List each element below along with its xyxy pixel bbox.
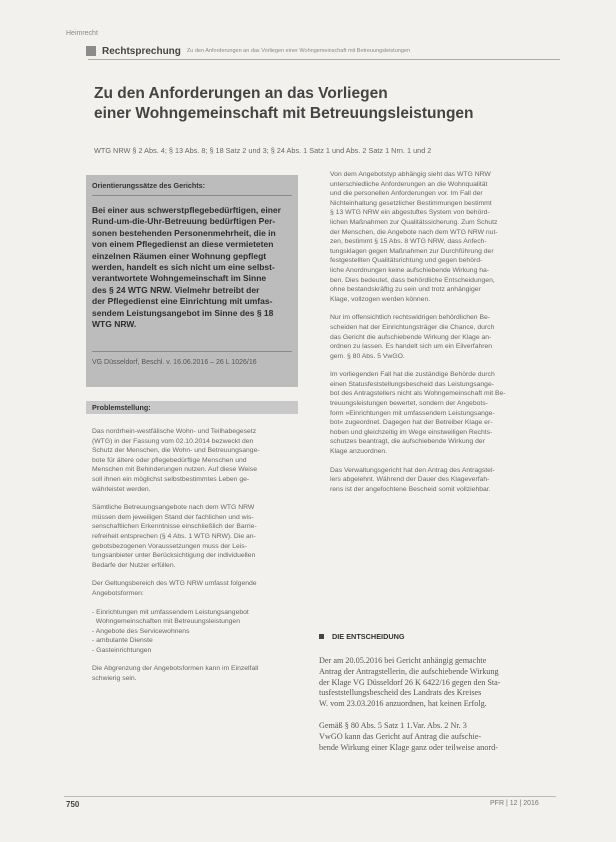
guidelines-line: der Pflegedienst eine Einrichtung mit umfas- <box>92 296 273 307</box>
text-line: unterschiedliche Anforderungen an die Wohnqualität <box>330 180 488 188</box>
text-line: VwGO kann das Gericht auf Antrag die aufschie- <box>319 731 482 741</box>
paragraph <box>319 721 551 753</box>
text-line: (WTG) in der Fassung vom 02.10.2014 bezweckt den <box>92 437 254 445</box>
left-column <box>92 427 298 693</box>
text-line: tungsanbieter unter Berücksichtigung der individuellen <box>92 552 256 560</box>
page-number: 750 <box>66 800 80 809</box>
text-line: Gemäß § 80 Abs. 5 Satz 1 1.Var. Abs. 2 Nr. 3 <box>319 720 467 730</box>
guidelines-line: werden, handelt es sich nicht um eine selbst- <box>92 262 275 273</box>
text-line: tusfeststellungsbescheid des Landrats des Kreises <box>319 688 482 698</box>
text-line: Klage, vollzogen werden können. <box>330 295 431 303</box>
list-item: - Angebote des Servicewohnens <box>92 627 190 635</box>
text-line: Der Geltungsbereich des WTG NRW umfasst folgende <box>92 580 257 588</box>
guidelines-text <box>92 205 292 330</box>
guidelines-line: Bei einer aus schwerstpflegebedürftigen, einer <box>92 205 281 215</box>
text-line: Schutz der Menschen, die Wohn- und Betreuungsange- <box>92 447 260 455</box>
text-line: Im vorliegenden Fall hat die zuständige Behörde durch <box>330 371 495 379</box>
text-line: zen, bestimmt § 15 Abs. 8 WTG NRW, dass Anfech- <box>330 238 487 246</box>
text-line: das Gericht die aufschiebende Wirkung der Klage an- <box>330 333 492 341</box>
text-line: scheiden hat der Einrichtungsträger die Chance, durch <box>330 323 495 331</box>
guidelines-line: von einem Pflegedienst an diese vermieteten <box>92 239 274 250</box>
text-line: schwierig sein. <box>92 675 137 683</box>
decision-heading-text: DIE ENTSCHEIDUNG <box>332 632 405 641</box>
text-line: bot« zugeordnet. Dagegen hat der Betreiber Klage er- <box>330 419 493 427</box>
text-line: bot des Antragstellers nicht als Wohngemeinschaft mit Be- <box>330 390 506 398</box>
list-item: Wohngemeinschaften mit Betreuungsleistungen <box>92 618 240 626</box>
guidelines-box <box>86 175 298 387</box>
text-line: Das Verwaltungsgericht hat den Antrag des Antragstel- <box>330 466 495 474</box>
section-label: Heimrecht <box>66 30 98 37</box>
rubric-bar <box>86 44 556 58</box>
court-citation: VG Düsseldorf, Beschl. v. 16.06.2016 – 26 L 1026/16 <box>92 359 257 366</box>
guidelines-line: Rund-um-die-Uhr-Betreuung bedürftigen Per- <box>92 216 276 227</box>
right-column <box>330 170 548 503</box>
text-line: Das nordrhein-westfälische Wohn- und Teilhabegesetz <box>92 428 257 435</box>
text-line: der Klage VG Düsseldorf 26 K 6422/16 gegen den Sta- <box>319 677 501 687</box>
text-line: bende Wirkung einer Klage ganz oder teilweise anord- <box>319 742 498 752</box>
guidelines-divider <box>92 351 292 352</box>
text-line: Bedarfe der Nutzer erfüllen. <box>92 561 176 569</box>
square-bullet-icon <box>319 634 324 639</box>
article-title-line: Zu den Anforderungen an das Vorliegen <box>94 85 388 102</box>
text-line: refreiheit entsprechen (§ 4 Abs. 1 WTG NRW). Die an- <box>92 532 256 540</box>
decision-text <box>319 656 551 764</box>
text-line: tungsklagen gegen Maßnahmen zur Durchführung der <box>330 247 494 255</box>
article-title <box>94 84 554 124</box>
paragraph <box>92 503 298 570</box>
text-line: festgestellten Qualitätsrichtung und gegen behörd- <box>330 257 483 265</box>
paragraph <box>92 579 298 598</box>
norm-references: WTG NRW § 2 Abs. 4; § 13 Abs. 8; § 18 Satz 2 und 3; § 24 Abs. 1 Satz 1 und Abs. 2 Satz 1 Nrn. 1 und 2 <box>94 146 432 155</box>
text-line: form »Einrichtungen mit umfassendem Leistungsange- <box>330 409 495 417</box>
text-line: lichen Maßnahmen zur Qualitätssicherung. Zum Schutz <box>330 218 498 226</box>
text-line: treuungsleistungen bewertet, sondern der Angebots- <box>330 400 488 408</box>
text-line: lers abgelehnt. Während der Dauer des Klageverfah- <box>330 476 490 484</box>
paragraph <box>92 427 298 494</box>
guidelines-line: sendem Leistungsangebot im Sinne des § 18 <box>92 307 274 318</box>
paragraph <box>319 656 551 710</box>
journal-reference: PFR | 12 | 2016 <box>490 800 539 807</box>
problem-heading-box <box>86 401 298 414</box>
text-line: ben. Dies bedeutet, dass behördliche Entscheidungen, <box>330 276 495 284</box>
guidelines-heading: Orientierungssätze des Gerichts: <box>92 181 206 190</box>
text-line: müssen dem jeweiligen Stand der fachlichen und wis- <box>92 513 254 521</box>
text-line: Nur im offensichtlich rechtswidrigen behördlichen Be- <box>330 314 491 322</box>
text-line: W. vom 23.03.2016 anzuordnen, hat keinen Erfolg. <box>319 699 487 709</box>
text-line: und die personellen Anforderungen vor. Im Fall der <box>330 190 483 198</box>
text-line: der Menschen, die Angebote nach dem WTG NRW nut- <box>330 228 498 236</box>
guidelines-line: einzelnen Räumen einer Wohnung gepflegt <box>92 250 267 261</box>
rubric-title: Rechtsprechung <box>102 45 181 57</box>
text-line: schutzes beantragt, die aufschiebende Wirkung der <box>330 438 485 446</box>
guidelines-line: verantwortete Wohngemeinschaft im Sinne <box>92 273 267 284</box>
text-line: Menschen mit Behinderungen nutzen. Auf diese Weise <box>92 466 257 474</box>
text-line: ohne bestandskräftig zu sein und trotz anhängiger <box>330 286 481 294</box>
rubric-divider <box>88 59 560 60</box>
text-line: bote für ältere oder pflegebedürftige Menschen und <box>92 456 247 464</box>
text-line: liche Anordnungen keine aufschiebende Wirkung ha- <box>330 266 490 274</box>
text-line: senschaftlichen Erkenntnisse einschließlich der Barrie- <box>92 523 257 531</box>
paragraph <box>330 313 548 361</box>
text-line: hoben und gleichzeitig im Wege einstweiligen Rechts- <box>330 428 493 436</box>
paragraph <box>92 664 298 683</box>
bullet-list <box>92 608 298 656</box>
text-line: einen Statusfeststellungsbescheid das Leistungsange- <box>330 380 494 388</box>
rubric-subtitle: Zu den Anforderungen an das Vorliegen einer Wohngemeinschaft mit Betreuungsleistungen <box>186 48 411 54</box>
paragraph <box>330 370 548 456</box>
guidelines-line: des § 24 WTG NRW. Vielmehr betreibt der <box>92 284 260 295</box>
text-line: ordnen zu lassen. Es handelt sich um ein Eilverfahren <box>330 343 493 351</box>
text-line: Die Abgrenzung der Angebotsformen kann im Einzelfall <box>92 665 259 673</box>
text-line: soll ihnen ein möglichst selbstbestimmtes Leben ge- <box>92 475 250 483</box>
text-line: § 13 WTG NRW ein abgestuftes System von behörd- <box>330 209 490 217</box>
list-item: - ambulante Dienste <box>92 637 153 645</box>
guidelines-divider <box>92 195 292 196</box>
text-line: Von dem Angebotstyp abhängig sieht das WTG NRW <box>330 171 491 178</box>
list-item: - Gasteinrichtungen <box>92 646 152 654</box>
text-line: Antrag der Antragstellerin, die aufschiebende Wirkung <box>319 666 499 676</box>
text-line: rens ist der angefochtene Bescheid somit vollziehbar. <box>330 485 491 493</box>
list-item: - Einrichtungen mit umfassendem Leistungsangebot <box>92 608 249 616</box>
footer-divider <box>64 796 556 797</box>
rubric-square-icon <box>86 46 96 56</box>
decision-heading <box>319 632 405 641</box>
text-line: Angebotsformen: <box>92 589 144 597</box>
problem-heading: Problemstellung: <box>92 403 151 412</box>
paragraph <box>330 466 548 495</box>
text-line: währleistet werden. <box>92 485 151 493</box>
text-line: Sämtliche Betreuungsangebote nach dem WTG NRW <box>92 504 255 512</box>
article-title-line: einer Wohngemeinschaft mit Betreuungsleistungen <box>94 105 474 122</box>
text-line: gem. § 80 Abs. 5 VwGO. <box>330 352 405 360</box>
paragraph <box>330 170 548 304</box>
guidelines-line: sonen bestehenden Personenmehrheit, die in <box>92 227 276 238</box>
text-line: gebotsbezogenen Voraussetzungen muss der Leis- <box>92 542 247 550</box>
text-line: Klage anzuordnen. <box>330 448 388 456</box>
text-line: Der am 20.05.2016 bei Gericht anhängig gemachte <box>319 656 487 665</box>
text-line: Nichteinhaltung gesetzlicher Bestimmungen bestimmt <box>330 199 492 207</box>
guidelines-line: WTG NRW. <box>92 319 137 330</box>
